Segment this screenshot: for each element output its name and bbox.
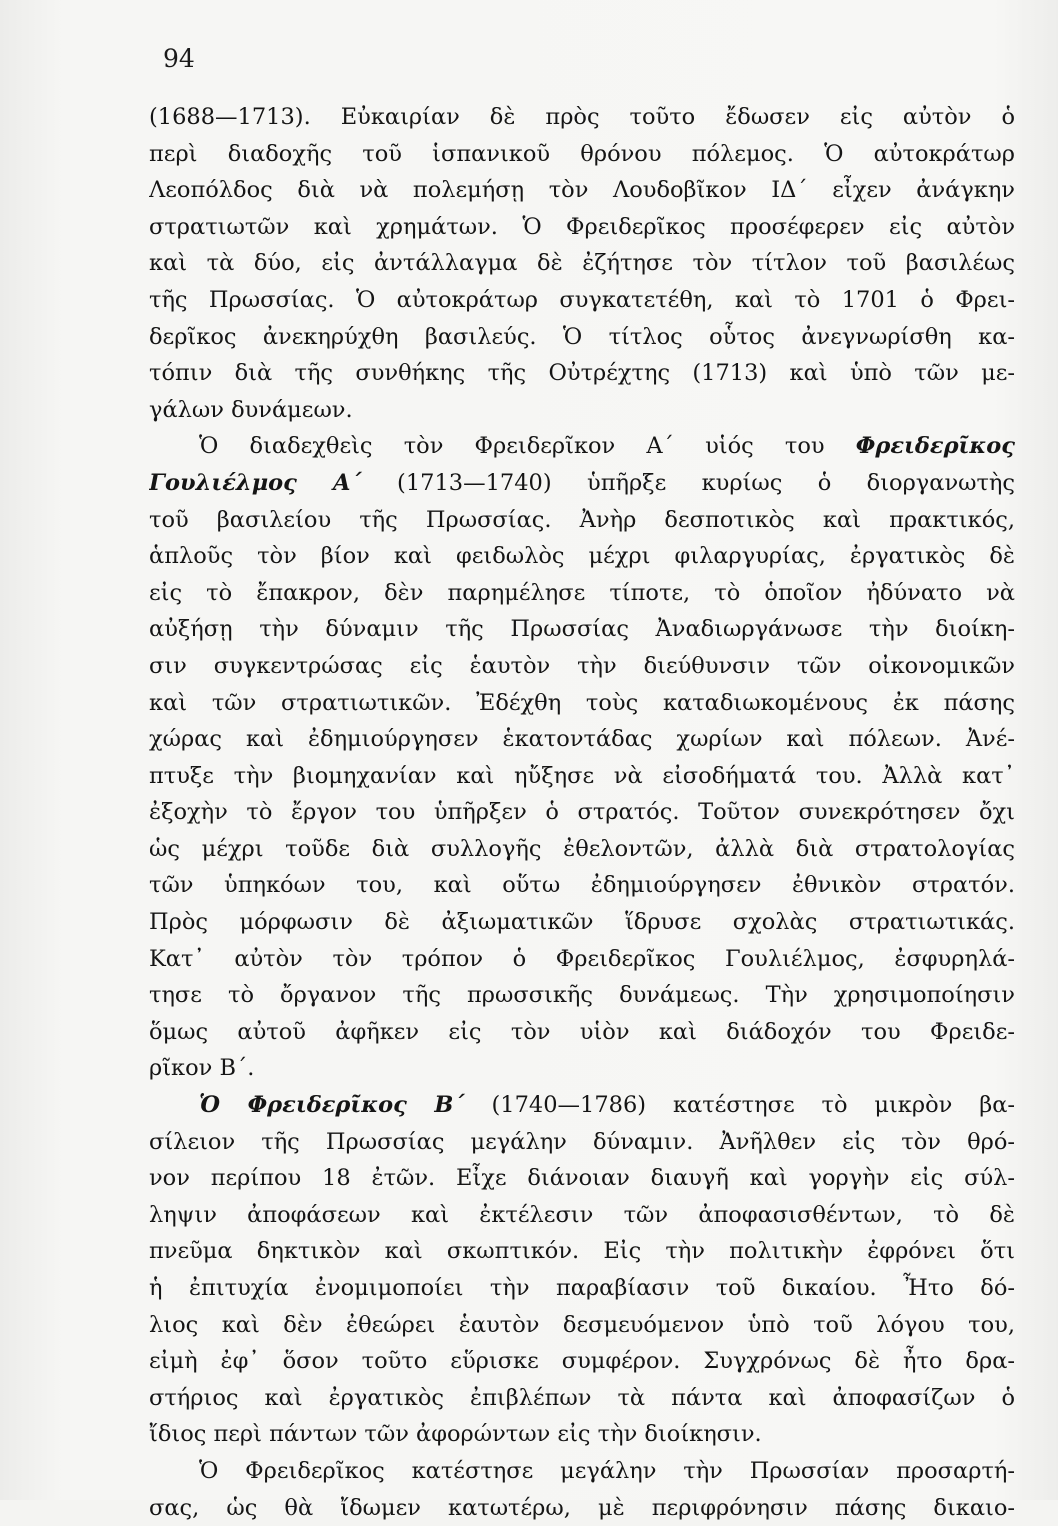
text-line	[149, 867, 1015, 904]
text-segment: πνεῦμα δηκτικὸν καὶ σκωπτικόν. Εἰς τὴν πολιτικὴν ἐφρόνει ὅτι	[149, 1238, 1015, 1265]
text-line	[149, 1416, 1015, 1453]
text-line	[149, 1197, 1015, 1234]
text-line	[149, 648, 1015, 685]
text-segment: τησε τὸ ὄργανον τῆς πρωσσικῆς δυνάμεως. Τὴν χρησιμοποίησιν	[149, 982, 1015, 1009]
text-segment: Λεοπόλδος διὰ νὰ πολεμήσῃ τὸν Λουδοβῖκον ΙΔ΄ εἶχεν ἀνάγκην	[149, 177, 1015, 204]
text-line	[149, 1014, 1015, 1051]
text-line	[149, 282, 1015, 319]
text-line	[149, 758, 1015, 795]
text-segment: λιος καὶ δὲν ἐθεώρει ἑαυτὸν δεσμευόμενον ὑπὸ τοῦ λόγου του,	[149, 1311, 1015, 1338]
text-segment: στρατιωτῶν καὶ χρημάτων. Ὁ Φρειδερῖκος προσέφερεν εἰς αὐτὸν	[149, 213, 1015, 240]
text-segment: εἰμὴ ἐφ᾿ ὅσον τοῦτο εὕρισκε συμφέρον. Συγχρόνως δὲ ἦτο δρα-	[149, 1348, 1015, 1375]
text-line	[149, 319, 1015, 356]
text-segment: Κατ᾿ αὐτὸν τὸν τρόπον ὁ Φρειδερῖκος Γουλιέλμος, ἐσφυρηλά-	[149, 945, 1015, 972]
text-segment: καὶ τὰ δύο, εἰς ἀντάλλαγμα δὲ ἐζήτησε τὸν τίτλον τοῦ βασιλέως	[149, 250, 1015, 277]
text-segment: (1713—1740) ὑπῆρξε κυρίως ὁ διοργανωτὴς	[361, 469, 1015, 496]
text-segment: νον περίπου 18 ἐτῶν. Εἶχε διάνοιαν διαυγῆ καὶ γοργὴν εἰς σύλ-	[149, 1165, 1015, 1192]
text-segment: τόπιν διὰ τῆς συνθήκης τῆς Οὐτρέχτης (1713) καὶ ὑπὸ τῶν με-	[149, 360, 1015, 387]
text-line	[149, 1050, 1015, 1087]
text-line	[149, 1087, 1015, 1124]
text-line	[149, 136, 1015, 173]
text-line	[149, 721, 1015, 758]
text-segment: ἁπλοῦς τὸν βίον καὶ φειδωλὸς μέχρι φιλαργυρίας, ἐργατικὸς δὲ	[149, 543, 1015, 570]
text-segment: Ὁ Φρειδερῖκος κατέστησε μεγάλην τὴν Πρωσσίαν προσαρτή-	[199, 1457, 1015, 1484]
text-line	[149, 1160, 1015, 1197]
body-text	[149, 99, 1015, 1526]
text-segment: τῶν ὑπηκόων του, καὶ οὕτω ἐδημιούργησεν ἐθνικὸν στρατόν.	[149, 872, 1015, 899]
text-segment: Ὁ διαδεχθεὶς τὸν Φρειδερῖκον Α΄ υἱός του	[199, 433, 856, 460]
text-line	[149, 1380, 1015, 1417]
text-segment: ρῖκον Β΄.	[149, 1055, 255, 1082]
text-line	[149, 575, 1015, 612]
text-line	[149, 1343, 1015, 1380]
text-segment: περὶ διαδοχῆς τοῦ ἱσπανικοῦ θρόνου πόλεμος. Ὁ αὐτοκράτωρ	[149, 140, 1015, 167]
text-segment: ἐξοχὴν τὸ ἔργον του ὑπῆρξεν ὁ στρατός. Τοῦτον συνεκρότησεν ὄχι	[149, 799, 1015, 826]
emphasized-name: Γουλιέλμος Α΄	[149, 469, 362, 496]
text-line	[149, 428, 1015, 465]
text-segment: σιν συγκεντρώσας εἰς ἑαυτὸν τὴν διεύθυνσιν τῶν οἰκονομικῶν	[149, 652, 1015, 679]
text-segment: δερῖκος ἀνεκηρύχθη βασιλεύς. Ὁ τίτλος οὗτος ἀνεγνωρίσθη κα-	[149, 323, 1015, 350]
text-segment: ὡς μέχρι τοῦδε διὰ συλλογῆς ἐθελοντῶν, ἀλλὰ διὰ στρατολογίας	[149, 835, 1015, 862]
text-line	[149, 172, 1015, 209]
text-segment: σας, ὡς θὰ ἴδωμεν κατωτέρω, μὲ περιφρόνησιν πάσης δικαιο-	[149, 1494, 1015, 1521]
text-line	[149, 1233, 1015, 1270]
text-line	[149, 538, 1015, 575]
text-segment: Πρὸς μόρφωσιν δὲ ἀξιωματικῶν ἵδρυσε σχολὰς στρατιωτικάς.	[149, 909, 1015, 936]
text-line	[149, 209, 1015, 246]
page-number: 94	[163, 44, 195, 73]
text-segment: καὶ τῶν στρατιωτικῶν. Ἐδέχθη τοὺς καταδιωκομένους ἐκ πάσης	[149, 689, 1015, 716]
text-line	[149, 245, 1015, 282]
text-line	[149, 1307, 1015, 1344]
text-line	[149, 1453, 1015, 1490]
text-segment: ὅμως αὐτοῦ ἀφῆκεν εἰς τὸν υἱὸν καὶ διάδοχόν του Φρειδε-	[149, 1018, 1015, 1045]
text-line	[149, 465, 1015, 502]
text-line	[149, 355, 1015, 392]
text-line	[149, 904, 1015, 941]
text-segment: (1688—1713). Εὐκαιρίαν δὲ πρὸς τοῦτο ἔδωσεν εἰς αὐτὸν ὁ	[149, 104, 1015, 130]
text-line	[149, 685, 1015, 722]
text-segment: ληψιν ἀποφάσεων καὶ ἐκτέλεσιν τῶν ἀποφασισθέντων, τὸ δὲ	[149, 1201, 1015, 1228]
text-segment: αὐξήσῃ τὴν δύναμιν τῆς Πρωσσίας Ἀναδιωργάνωσε τὴν διοίκη-	[149, 616, 1015, 643]
text-segment: τῆς Πρωσσίας. Ὁ αὐτοκράτωρ συγκατετέθη, καὶ τὸ 1701 ὁ Φρει-	[149, 286, 1015, 313]
text-segment: γάλων δυνάμεων.	[149, 396, 353, 423]
emphasized-name: Ὁ Φρειδερῖκος Β΄	[199, 1092, 465, 1119]
emphasized-name: Φρειδερῖκος	[855, 433, 1015, 460]
text-segment: χώρας καὶ ἐδημιούργησεν ἑκατοντάδας χωρίων καὶ πόλεων. Ἀνέ-	[149, 726, 1015, 753]
text-line	[149, 392, 1015, 429]
text-segment: τοῦ βασιλείου τῆς Πρωσσίας. Ἀνὴρ δεσποτικὸς καὶ πρακτικός,	[149, 506, 1015, 533]
text-line	[149, 941, 1015, 978]
text-line	[149, 1490, 1015, 1526]
text-line	[149, 611, 1015, 648]
text-segment: στήριος καὶ ἐργατικὸς ἐπιβλέπων τὰ πάντα καὶ ἀποφασίζων ὁ	[149, 1384, 1015, 1411]
text-line	[149, 794, 1015, 831]
text-line	[149, 1124, 1015, 1161]
text-segment: ἡ ἐπιτυχία ἐνομιμοποίει τὴν παραβίασιν τοῦ δικαίου. Ἦτο δό-	[149, 1275, 1015, 1301]
text-segment: σίλειον τῆς Πρωσσίας μεγάλην δύναμιν. Ἀνῆλθεν εἰς τὸν θρό-	[149, 1128, 1015, 1155]
text-line	[149, 977, 1015, 1014]
text-line	[149, 831, 1015, 868]
text-line	[149, 502, 1015, 539]
text-segment: εἰς τὸ ἔπακρον, δὲν παρημέλησε τίποτε, τὸ ὁποῖον ἠδύνατο νὰ	[149, 579, 1015, 606]
text-segment: (1740—1786) κατέστησε τὸ μικρὸν βα-	[464, 1092, 1015, 1119]
text-segment: πτυξε τὴν βιομηχανίαν καὶ ηὔξησε νὰ εἰσοδήματά του. Ἀλλὰ κατ᾿	[149, 762, 1015, 789]
text-line	[149, 99, 1015, 136]
text-segment: ἴδιος περὶ πάντων τῶν ἀφορώντων εἰς τὴν διοίκησιν.	[149, 1421, 762, 1448]
text-line	[149, 1270, 1015, 1307]
